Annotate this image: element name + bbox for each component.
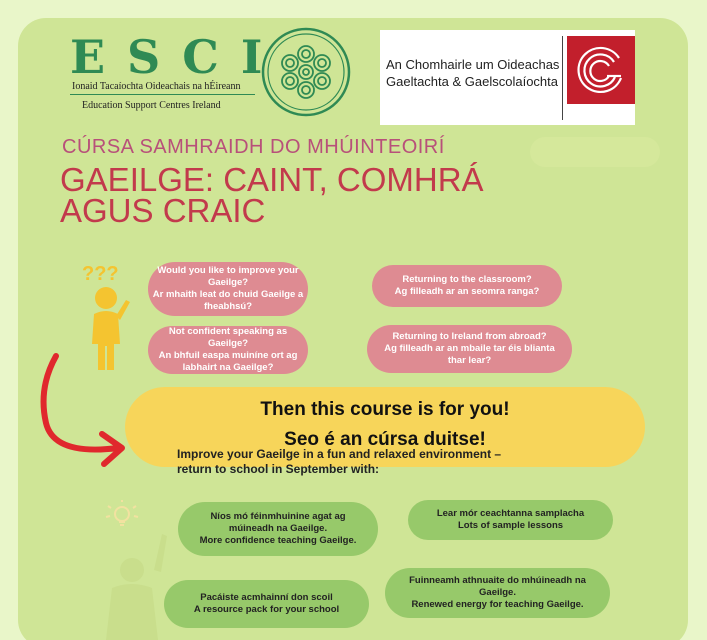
decorative-glow: [530, 137, 660, 167]
benefit-bubble-sample-lessons: [408, 500, 613, 540]
course-title-line2: AGUS CRAIC: [60, 192, 266, 229]
question-line: labhairt na Gaeilge?: [182, 362, 274, 373]
improve-line2: return to school in September with:: [177, 462, 380, 476]
question-line: Would you like to improve your Gaeilge?: [157, 265, 299, 288]
benefit-line: Pacáiste acmhainní don scoil: [200, 592, 333, 603]
cogg-divider: [562, 36, 563, 120]
question-line: Returning to the classroom?: [402, 274, 532, 285]
lightbulb-icon: [106, 500, 138, 525]
benefit-bubble-confidence: [178, 502, 378, 556]
benefit-bubble-renewed-energy: [385, 568, 610, 618]
benefit-line: Lear mór ceachtanna samplacha: [436, 508, 585, 519]
esci-logo: [60, 28, 360, 118]
question-bubble-not-confident: [148, 326, 308, 374]
cogg-name: [386, 56, 559, 90]
question-line: fheabhsú?: [203, 301, 253, 312]
benefit-line: Gaeilge.: [479, 587, 516, 598]
question-line: thar lear?: [447, 355, 492, 366]
benefit-line: múineadh na Gaeilge.: [228, 523, 328, 534]
cogg-g-icon: [567, 36, 635, 104]
banner-heading-irish: Seo é an cúrsa duitse!: [284, 429, 486, 450]
question-bubble-improve-gaeilge: [148, 262, 308, 316]
benefit-line: Lots of sample lessons: [457, 520, 564, 531]
improve-statement: [177, 447, 501, 477]
cogg-name-line1: An Chomhairle um Oideachas: [386, 57, 560, 72]
question-bubble-returning-classroom: [372, 265, 562, 307]
benefit-line: Fuinneamh athnuaite do mhúineadh na: [409, 575, 586, 586]
cogg-logo: [380, 30, 635, 125]
question-line: Not confident speaking as Gaeilge?: [168, 326, 288, 349]
esci-irish-name: Ionaid Tacaíochta Oideachais na hÉireann: [72, 81, 241, 92]
celtic-spiral-emblem-icon: [260, 26, 352, 118]
question-line: An bhfuil easpa muiníne ort ag: [158, 350, 298, 361]
course-title-line1: GAEILGE: CAINT, COMHRÁ: [60, 161, 484, 198]
course-title: [60, 161, 484, 229]
question-bubble-returning-abroad: [367, 325, 572, 373]
benefit-line: Níos mó féinmhuinine agat ag: [210, 511, 346, 522]
benefit-line: Renewed energy for teaching Gaeilge.: [411, 599, 584, 610]
cogg-mark: [567, 36, 635, 104]
question-line: Ag filleadh ar an seomra ranga?: [394, 286, 540, 297]
course-subtitle: CÚRSA SAMHRAIDH DO MHÚINTEOIRÍ: [62, 136, 445, 158]
idea-person-icon: [84, 500, 174, 640]
question-line: Ar mhaith leat do chuid Gaeilge a: [152, 289, 304, 300]
cogg-name-line2: Gaeltachta & Gaelscolaíochta: [386, 74, 558, 89]
benefit-line: More confidence teaching Gaeilge.: [199, 535, 357, 546]
improve-line1: Improve your Gaeilge in a fun and relaxed environment –: [177, 447, 502, 461]
benefit-line: A resource pack for your school: [193, 604, 340, 615]
question-marks: ???: [82, 263, 119, 285]
esci-letters: ESCI: [70, 30, 285, 84]
banner-heading-english: Then this course is for you!: [260, 399, 510, 420]
esci-english-name: Education Support Centres Ireland: [82, 100, 221, 111]
question-line: Ag filleadh ar an mbaile tar éis blianta: [384, 343, 555, 354]
esci-divider: [70, 94, 255, 95]
question-line: Returning to Ireland from abroad?: [392, 331, 547, 342]
benefit-bubble-resource-pack: [164, 580, 369, 628]
